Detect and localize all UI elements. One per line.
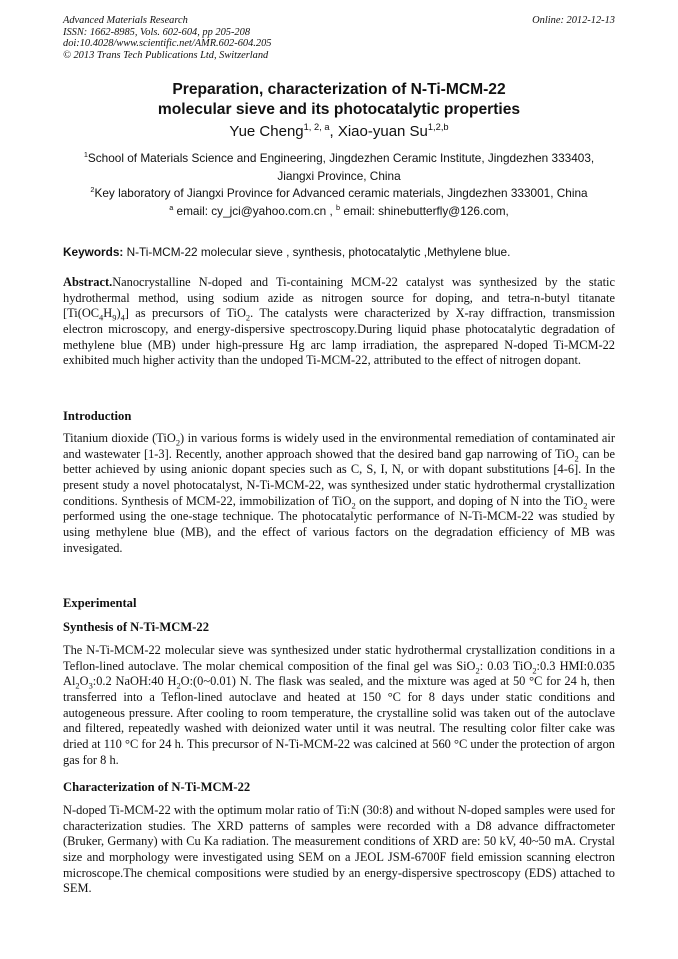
doi-line: doi:10.4028/www.scientific.net/AMR.602-604.205: [63, 38, 272, 50]
online-date: Online: 2012-12-13: [532, 15, 615, 26]
author-1: Yue Cheng: [229, 123, 304, 140]
synthesis-text: : 0.03 TiO: [479, 658, 533, 673]
characterization-heading: Characterization of N-Ti-MCM-22: [63, 780, 251, 794]
subscript: 2: [351, 500, 356, 511]
abstract-paragraph: [63, 275, 615, 369]
copyright-line: © 2013 Trans Tech Publications Ltd, Switzerland: [63, 49, 269, 61]
abstract-text: H: [103, 306, 113, 321]
affiliation-1-line-1: School of Materials Science and Engineering, Jingdezhen Ceramic Institute, Jingdezhen 333403,: [87, 151, 595, 165]
journal-header: [63, 15, 615, 61]
abstract-text: . The catalysts were characterized by X-ray diffraction, transmission electron microscopy, and energy-dispersive spectroscopy.During liquid phase photocatalytic degradation of methylene blue (MB) under high-pressure Hg arc lamp irradiation, the asprepared N-doped Ti-MCM-22 exhibited much higher activity than the undoped Ti-MCM-22, attributed to the effect of nitrogen dopant.: [63, 306, 615, 368]
subscript: 2: [532, 665, 537, 676]
keywords-text: N-Ti-MCM-22 molecular sieve , synthesis, photocatalytic ,Methylene blue.: [123, 245, 511, 259]
email-a-marker: a: [169, 202, 174, 212]
subscript: 2: [475, 665, 480, 676]
email-line: [40, 203, 638, 221]
abstract-label: Abstract.: [63, 275, 113, 289]
intro-text: on the support, and doping of N into the TiO: [355, 493, 584, 508]
affiliation-1-marker: 1: [83, 150, 88, 160]
synthesis-text: O: [79, 674, 89, 689]
subscript: 2: [175, 437, 181, 448]
introduction-paragraph: [63, 431, 615, 556]
author-2: Xiao-yuan Su: [337, 123, 428, 140]
synthesis-text: O:(0~0.01) N. The flask was sealed, and the mixture was aged at 50 °C for 24 h, then transferred into a Teflon-lined autoclave and heated at 150 °C for 8 days under static conditions and autogeneous pressure. After cooling to room temperature, the crystalline solid was taken out of the autoclave and filtered, repeatedly washed with deionized water until it was neutral. The resulting color filter cake was dried at 110 °C for 24 h. This precursor of N-Ti-MCM-22 was calcined at 560 °C under the protection of argon gas for 8 h.: [63, 674, 615, 767]
intro-text: ) in various forms is widely used in the environmental remediation of contaminated air and wastewater [1-3]. Recently, another approach showed that the desired band gap narrowing of TiO: [63, 431, 616, 461]
subscript: 2: [245, 312, 251, 323]
intro-text: were performed using the one-stage technique. The photocatalytic performance of N-Ti-MCM-22 was studied by using methylene blue (MB), and the effect of various factors on the degradation efficiency of MB was invesigated.: [63, 493, 616, 555]
experimental-heading: Experimental: [63, 596, 137, 610]
synthesis-text: :0.2 NaOH:40 H: [92, 674, 177, 689]
subscript: 9: [112, 312, 117, 323]
synthesis-text: The N-Ti-MCM-22 molecular sieve was synthesized under static hydrothermal crystallization conditions in a Teflon-lined autoclave. The molar chemical composition of the final gel was SiO: [63, 643, 615, 673]
subscript: 4: [99, 312, 104, 323]
introduction-heading: Introduction: [63, 409, 132, 423]
paper-title: [40, 80, 638, 120]
subscript: 2: [176, 680, 181, 691]
characterization-paragraph: N-doped Ti-MCM-22 with the optimum molar ratio of Ti:N (30:8) and without N-doped samples were used for characterization studies. The XRD patterns of samples were recorded with a D8 advance diffractometer (Bruker, Germany) with Cu Ka radiation. The measurement conditions of XRD are: 50 kV, 40~50 mA. Crystal size and morphology were investigated using SEM on a JEOL JSM-6700F field emission scanning electron microscope.The chemical compositions were studied by an energy-dispersive spectroscopy (EDS) attached to SEM.: [63, 803, 615, 896]
affiliation-2-text: Key laboratory of Jiangxi Province for Advanced ceramic materials, Jingdezhen 333001, China: [94, 186, 588, 200]
subscript: 2: [574, 453, 579, 464]
affiliation-2-marker: 2: [90, 185, 95, 195]
abstract-text: Nanocrystalline N-doped and Ti-containing MCM-22 catalyst was synthesized by the static hydrothermal method, using sodium azide as nitrogen source for doping, and tetra-n-butyl titanate [Ti(OC: [63, 275, 615, 321]
title-line-2: molecular sieve and its photocatalytic properties: [157, 101, 521, 118]
keywords-label: Keywords:: [63, 245, 124, 259]
intro-text: can be better achieved by using anionic dopant species such as C, S, I, N, or with dopant substitutions [4-6]. In the present study a novel photocatalyst, N-Ti-MCM-22, was synthesized under static hydrothermal crystallization conditions. Synthesis of MCM-22, immobilization of TiO: [63, 446, 615, 508]
subscript: 4: [120, 312, 125, 323]
email-a[interactable]: email: cy_jci@yahoo.com.cn ,: [173, 203, 337, 218]
email-b-marker: b: [336, 202, 341, 212]
title-line-1: Preparation, characterization of N-Ti-MCM-22: [172, 81, 506, 98]
synthesis-heading: Synthesis of N-Ti-MCM-22: [63, 620, 209, 634]
author-1-affil: 1, 2, a: [303, 122, 330, 132]
affiliation-1: [40, 150, 638, 168]
intro-text: Titanium dioxide (TiO: [63, 431, 176, 445]
subscript: 2: [583, 500, 588, 511]
synthesis-text: :0.3 HMI:0.035 Al: [63, 658, 615, 689]
subscript: 2: [75, 680, 80, 691]
author-separator: ,: [329, 123, 338, 140]
synthesis-paragraph: [63, 643, 615, 768]
affiliations: [40, 150, 638, 220]
author-list: [40, 122, 638, 142]
journal-name: Advanced Materials Research: [63, 15, 188, 26]
keywords: [63, 245, 623, 260]
affiliation-1-line-2: Jiangxi Province, China: [277, 168, 401, 183]
email-b[interactable]: email: shinebutterfly@126.com,: [340, 203, 509, 218]
issn-line: ISSN: 1662-8985, Vols. 602-604, pp 205-208: [63, 26, 251, 38]
author-2-affil: 1,2,b: [427, 122, 449, 132]
abstract-text: ] as precursors of TiO: [124, 306, 246, 321]
affiliation-2: [40, 185, 638, 203]
subscript: 3: [88, 680, 93, 691]
abstract-text: ): [116, 306, 121, 321]
